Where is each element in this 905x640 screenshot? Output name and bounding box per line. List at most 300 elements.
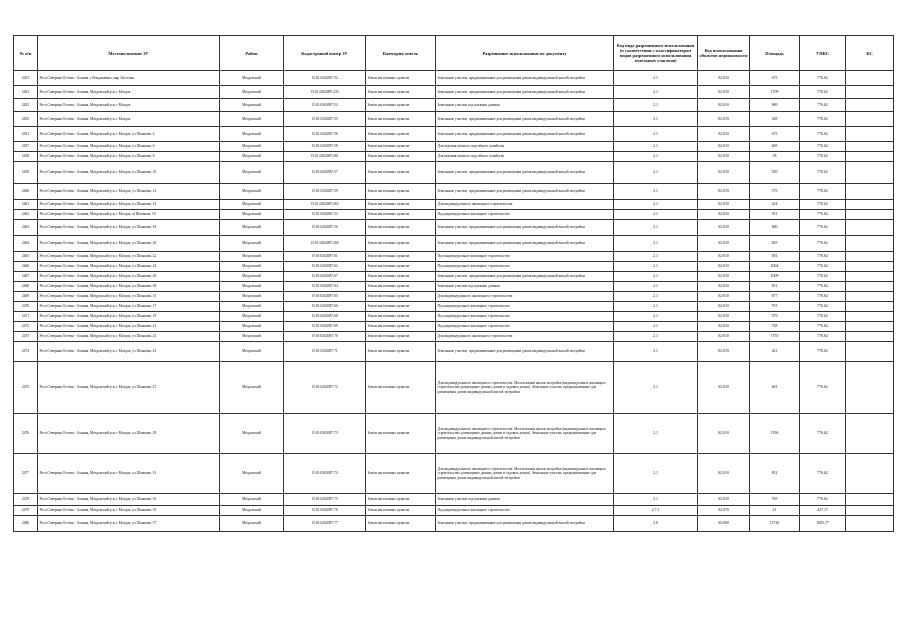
table-row	[14, 152, 894, 162]
cell-upks: 776.62	[800, 210, 846, 220]
cell-location: Респ Северная Осетия - Алания, Моздокский р-н, г Моздок, ул Шлыкова, 10	[38, 162, 220, 184]
header-ks: КС	[846, 36, 894, 71]
cell-row-number: 2465	[14, 252, 38, 262]
cell-location: Респ Северная Осетия - Алания, Моздокский р-н, г Моздок, ul Шлыкова, 16	[38, 210, 220, 220]
header-location: Местоположение ЗУ	[38, 36, 220, 71]
cell-permitted-use: Под индивидуальное жилищное строительство	[436, 322, 614, 332]
cell-cadastral-number: 15:01:0202087:57	[284, 162, 366, 184]
cell-row-number: 2457	[14, 142, 38, 152]
cell-use-code: 2.1	[614, 210, 698, 220]
cell-location: Респ Северная Осетия - Алания, Моздокский р-н, г Моздок, ул Шлыкова, 26	[38, 272, 220, 282]
cell-ks	[846, 322, 894, 332]
cell-permitted-use: Земельные участки, предназначенные для размещения домов индивидуальной жилой застройки	[436, 342, 614, 362]
cell-ks	[846, 86, 894, 99]
cell-ks	[846, 494, 894, 506]
cell-cadastral-number: 15:01:0202087:56	[284, 220, 366, 236]
cell-land-category: Земли населенных пунктов	[366, 184, 436, 200]
cell-row-number: 2455	[14, 112, 38, 127]
cell-cadastral-number: 15:01:0202087:69	[284, 322, 366, 332]
cell-row-number: 2477	[14, 454, 38, 494]
cell-object-use-code: 02:010	[698, 71, 750, 86]
cell-upks: 776.62	[800, 236, 846, 252]
header-cadastral-number: Кадастровый номер ЗУ	[284, 36, 366, 71]
cell-row-number: 2461	[14, 200, 38, 210]
cell-row-number: 2462	[14, 210, 38, 220]
cell-cadastral-number: 15:01:0202087:75	[284, 494, 366, 506]
cell-object-use-code: 02:010	[698, 142, 750, 152]
cell-use-code: 2.1	[614, 99, 698, 112]
cell-upks: 776.62	[800, 322, 846, 332]
table-row	[14, 99, 894, 112]
cell-object-use-code: 02:010	[698, 162, 750, 184]
cell-district: Моздокский	[220, 292, 284, 302]
cell-land-category: Земли населенных пунктов	[366, 312, 436, 322]
cell-district: Моздокский	[220, 220, 284, 236]
cell-location: Респ Северная Осетия - Алания, Моздокский р-н, г Моздок, ул Шлыкова, 22	[38, 252, 220, 262]
header-upks: УПКС	[800, 36, 846, 71]
cell-area: 765	[750, 494, 800, 506]
cell-use-code: 2.1	[614, 302, 698, 312]
cell-ks	[846, 332, 894, 342]
cell-permitted-use: Земельные участки, предназначенные для размещения домов индивидуальной жилой застройки	[436, 516, 614, 532]
cell-ks	[846, 200, 894, 210]
cell-area: 812	[750, 282, 800, 292]
header-use-code: Код вида разрешенного использования (в соответствии с классификатором видов разрешенного использования земельных участков)	[614, 36, 698, 71]
cell-land-category: Земли населенных пунктов	[366, 414, 436, 454]
cell-object-use-code: 02:010	[698, 220, 750, 236]
table-row	[14, 200, 894, 210]
cell-upks: 776.62	[800, 152, 846, 162]
cell-location: Респ Северная Осетия - Алания, Моздокский р-н, г Моздок	[38, 112, 220, 127]
cell-upks: 776.62	[800, 142, 846, 152]
cell-district: Моздокский	[220, 302, 284, 312]
cell-district: Моздокский	[220, 506, 284, 516]
cell-district: Моздокский	[220, 71, 284, 86]
cell-land-category: Земли населенных пунктов	[366, 332, 436, 342]
cell-location: Респ Северная Осетия - Алания, Моздокский р-н, г Моздок, ул Шлыкова, 23	[38, 332, 220, 342]
cell-permitted-use: Земельные участки под жилыми домами	[436, 282, 614, 292]
cell-row-number: 2474	[14, 342, 38, 362]
cell-cadastral-number: 15:01:0202087:233	[284, 86, 366, 99]
cell-object-use-code: 02:010	[698, 292, 750, 302]
cell-upks: 776.62	[800, 71, 846, 86]
cell-area: 424	[750, 200, 800, 210]
cell-upks: 776.62	[800, 99, 846, 112]
cell-object-use-code: 02:010	[698, 184, 750, 200]
cell-row-number: 2453	[14, 71, 38, 86]
cell-area: 58	[750, 152, 800, 162]
cell-ks	[846, 302, 894, 312]
cell-upks: 776.62	[800, 342, 846, 362]
cell-area: 1594	[750, 414, 800, 454]
cell-upks: 776.62	[800, 184, 846, 200]
cell-permitted-use: Под индивидуальное жилищное строительство	[436, 312, 614, 322]
cell-location: Респ Северная Осетия - Алания, Моздокский р-н, г Моздок, ул Шлыкова, 27	[38, 362, 220, 414]
cell-permitted-use: Под индивидуальное жилищное строительство	[436, 252, 614, 262]
cell-land-category: Земли населенных пунктов	[366, 494, 436, 506]
cell-cadastral-number: 15:01:0202087:64	[284, 282, 366, 292]
cell-cadastral-number: 15:01:0202087:72	[284, 362, 366, 414]
cell-ks	[846, 454, 894, 494]
cell-area: 551	[750, 210, 800, 220]
cell-permitted-use: Земельные участки, предназначенные для размещения домов индивидуальной жилой застройки	[436, 71, 614, 86]
cell-district: Моздокский	[220, 454, 284, 494]
cell-permitted-use: Под индивидуальное жилищное строительство	[436, 302, 614, 312]
cell-object-use-code: 02:010	[698, 332, 750, 342]
cell-object-use-code: 02:070	[698, 506, 750, 516]
cell-area: 21	[750, 506, 800, 516]
cell-location: Респ Северная Осетия - Алания, Моздокский р-н, г Моздок, ул Шлыкова, 33	[38, 494, 220, 506]
header-permitted-use: Разрешенное использование по документу	[436, 36, 614, 71]
cell-area: 969	[750, 99, 800, 112]
cell-location: Респ Северная Осетия - Алания, Моздокский р-н, г Моздок, ул Шлыкова, 24	[38, 262, 220, 272]
cell-object-use-code: 02:010	[698, 342, 750, 362]
header-area: Площадь	[750, 36, 800, 71]
header-object-use-code: Код использования объектов недвижимости	[698, 36, 750, 71]
cell-area: 1004	[750, 262, 800, 272]
cell-row-number: 2476	[14, 414, 38, 454]
cell-row-number: 2475	[14, 362, 38, 414]
cell-location: Респ Северная Осетия - Алания, Моздокский р-н, г Моздок, ул Шлыкова, 15	[38, 292, 220, 302]
cell-object-use-code: 02:010	[698, 494, 750, 506]
cell-upks: 776.62	[800, 292, 846, 302]
cell-district: Моздокский	[220, 236, 284, 252]
header-number: № п/п	[14, 36, 38, 71]
cell-area: 1709	[750, 86, 800, 99]
cell-ks	[846, 292, 894, 302]
table-row	[14, 127, 894, 142]
cell-district: Моздокский	[220, 86, 284, 99]
cell-upks: 776.62	[800, 414, 846, 454]
cell-permitted-use: Для индивидуального жилищного строительства. Малоэтажная жилая застройка (индивидуальное жилищное строительство; размещение дачных домов и садовых домов). Земельные участки, предназначенные для размещения домов индивидуальной жилой застройки	[436, 454, 614, 494]
table-row	[14, 322, 894, 332]
cell-use-code: 2.1	[614, 162, 698, 184]
cell-district: Моздокский	[220, 252, 284, 262]
cell-upks: 776.62	[800, 220, 846, 236]
cell-ks	[846, 99, 894, 112]
cell-use-code: 2.1	[614, 342, 698, 362]
cell-land-category: Земли населенных пунктов	[366, 272, 436, 282]
cell-use-code: 2.1	[614, 152, 698, 162]
cell-cadastral-number: 15:01:0202087:62	[284, 262, 366, 272]
cell-ks	[846, 142, 894, 152]
header-land-category: Категория земель	[366, 36, 436, 71]
cell-ks	[846, 184, 894, 200]
cell-permitted-use: Для индивидуального жилищного строительства	[436, 332, 614, 342]
cell-use-code: 2.1	[614, 362, 698, 414]
cell-cadastral-number: 15:01:0202087:54	[284, 99, 366, 112]
table-header-row	[14, 36, 894, 71]
cell-cadastral-number: 15:01:0202087:66	[284, 302, 366, 312]
cell-location: Респ Северная Осетия - Алания, Моздокский р-н, г Моздок, ул Шлыкова, 35	[38, 506, 220, 516]
cell-land-category: Земли населенных пунктов	[366, 454, 436, 494]
cell-district: Моздокский	[220, 210, 284, 220]
cell-area: 812	[750, 454, 800, 494]
cell-row-number: 2468	[14, 282, 38, 292]
cell-land-category: Земли населенных пунктов	[366, 162, 436, 184]
cell-area: 1009	[750, 272, 800, 282]
cell-permitted-use: Под индивидуальное жилищное строительство	[436, 262, 614, 272]
cell-area: 575	[750, 184, 800, 200]
header-district: Район	[220, 36, 284, 71]
cell-row-number: 2453	[14, 99, 38, 112]
cell-use-code: 2.1	[614, 414, 698, 454]
cell-district: Моздокский	[220, 142, 284, 152]
cell-upks: 776.62	[800, 454, 846, 494]
cell-district: Моздокский	[220, 262, 284, 272]
cell-land-category: Земли населенных пунктов	[366, 71, 436, 86]
table-row	[14, 332, 894, 342]
cell-ks	[846, 312, 894, 322]
cell-use-code: 2.1	[614, 282, 698, 292]
table-row	[14, 184, 894, 200]
cell-cadastral-number: 15:01:0202087:53	[284, 210, 366, 220]
cell-location: Респ Северная Осетия - Алания, Моздокский р-н, г Моздок, ул Шлыкова, 17	[38, 302, 220, 312]
cell-object-use-code: 02:010	[698, 322, 750, 332]
cell-area: 605	[750, 142, 800, 152]
cell-row-number: 2471	[14, 312, 38, 322]
cell-cadastral-number: 15:01:0202087:73	[284, 414, 366, 454]
cell-upks: 427.17	[800, 506, 846, 516]
cell-land-category: Земли населенных пунктов	[366, 252, 436, 262]
land-plots-table	[13, 35, 894, 532]
cell-object-use-code: 02:010	[698, 414, 750, 454]
cell-land-category: Земли населенных пунктов	[366, 86, 436, 99]
cell-permitted-use: Под индивидуальное жилищное строительство	[436, 506, 614, 516]
cell-cadastral-number: 15:01:0202087:70	[284, 332, 366, 342]
cell-location: Респ Северная Осетия - Алания, Моздокский р-н, г Моздок	[38, 99, 220, 112]
table-row	[14, 454, 894, 494]
cell-district: Моздокский	[220, 332, 284, 342]
cell-location: Респ Северная Осетия - Алания, Моздокский р-н, г Моздок, ул Шлыкова, 20	[38, 236, 220, 252]
cell-area: 675	[750, 127, 800, 142]
cell-ks	[846, 112, 894, 127]
cell-use-code: 2.1	[614, 127, 698, 142]
cell-permitted-use: Земельные участки, предназначенные для размещения домов индивидуальной жилой застройки	[436, 127, 614, 142]
table-row	[14, 302, 894, 312]
cell-object-use-code: 02:010	[698, 99, 750, 112]
cell-land-category: Земли населенных пунктов	[366, 236, 436, 252]
cell-cadastral-number: 15:01:0202087:76	[284, 506, 366, 516]
cell-object-use-code: 02:010	[698, 262, 750, 272]
table-row	[14, 220, 894, 236]
cell-row-number: 2478	[14, 494, 38, 506]
cell-location: Респ Северная Осетия - Алания, г Владикавказ, мкр Ласточка	[38, 71, 220, 86]
table-row	[14, 162, 894, 184]
cell-row-number: 2464	[14, 236, 38, 252]
cell-row-number: 2470	[14, 302, 38, 312]
cell-object-use-code: 02:010	[698, 252, 750, 262]
cell-permitted-use: Земельные участки, предназначенные для размещения домов индивидуальной жилой застройки	[436, 220, 614, 236]
table-row	[14, 236, 894, 252]
table-row	[14, 262, 894, 272]
cell-ks	[846, 506, 894, 516]
cell-ks	[846, 162, 894, 184]
cell-district: Моздокский	[220, 312, 284, 322]
cell-district: Моздокский	[220, 127, 284, 142]
cell-use-code: 2.1	[614, 272, 698, 282]
cell-land-category: Земли населенных пунктов	[366, 112, 436, 127]
cell-use-code: 2.1	[614, 262, 698, 272]
cell-row-number: 2469	[14, 292, 38, 302]
cell-upks: 776.62	[800, 494, 846, 506]
cell-upks: 776.62	[800, 200, 846, 210]
cell-permitted-use: Для ведения личного подсобного хозяйства	[436, 152, 614, 162]
cell-location: Респ Северная Осетия - Алания, Моздокский р-н, г Моздок, ул Шлыкова, 37	[38, 516, 220, 532]
cell-land-category: Земли населенных пунктов	[366, 152, 436, 162]
cell-area: 579	[750, 312, 800, 322]
cell-row-number: 2463	[14, 220, 38, 236]
cell-object-use-code: 02:010	[698, 127, 750, 142]
cell-land-category: Земли населенных пунктов	[366, 342, 436, 362]
cell-district: Моздокский	[220, 152, 284, 162]
cell-cadastral-number: 15:01:0202087:263	[284, 200, 366, 210]
cell-row-number: 2480	[14, 516, 38, 532]
cell-permitted-use: Земельные участки, предназначенные для размещения домов индивидуальной жилой застройки	[436, 236, 614, 252]
cell-ks	[846, 342, 894, 362]
cell-object-use-code: 02:010	[698, 272, 750, 282]
cell-row-number: 2466	[14, 262, 38, 272]
cell-upks: 776.62	[800, 272, 846, 282]
cell-area: 15720	[750, 516, 800, 532]
cell-use-code: 2.1	[614, 71, 698, 86]
cell-land-category: Земли населенных пунктов	[366, 127, 436, 142]
cell-area: 825	[750, 236, 800, 252]
cell-use-code: 2.1	[614, 252, 698, 262]
table-row	[14, 252, 894, 262]
cell-area: 677	[750, 292, 800, 302]
cell-use-code: 2.1	[614, 454, 698, 494]
cell-object-use-code: 02:010	[698, 152, 750, 162]
cell-upks: 776.62	[800, 282, 846, 292]
cell-cadastral-number: 15:01:0202087:56	[284, 127, 366, 142]
cell-location: Респ Северная Осетия - Алания, Моздокский р-н, г Моздок, ул Шлыкова, 29	[38, 414, 220, 454]
cell-land-category: Земли населенных пунктов	[366, 322, 436, 332]
cell-location: Респ Северная Осетия - Алания, Моздокский р-н, г Моздок, ул Шлыкова, 2	[38, 127, 220, 142]
cell-area: 461	[750, 362, 800, 414]
cell-permitted-use: Земельные участки, предназначенные для размещения домов индивидуальной жилой застройки	[436, 112, 614, 127]
cell-area: 421	[750, 342, 800, 362]
cell-use-code: 2.1	[614, 86, 698, 99]
cell-row-number: 2467	[14, 272, 38, 282]
table-row	[14, 142, 894, 152]
cell-area: 581	[750, 252, 800, 262]
cell-object-use-code: 02:010	[698, 236, 750, 252]
cell-use-code: 2.1	[614, 322, 698, 332]
cell-ks	[846, 210, 894, 220]
cell-ks	[846, 252, 894, 262]
cell-land-category: Земли населенных пунктов	[366, 302, 436, 312]
cell-district: Моздокский	[220, 282, 284, 292]
cell-cadastral-number: 15:01:0202087:71	[284, 342, 366, 362]
cell-district: Моздокский	[220, 272, 284, 282]
cell-ks	[846, 516, 894, 532]
cell-land-category: Земли населенных пунктов	[366, 220, 436, 236]
cell-use-code: 2.1	[614, 494, 698, 506]
cell-upks: 1005.77	[800, 516, 846, 532]
cell-ks	[846, 362, 894, 414]
cell-row-number: 2473	[14, 332, 38, 342]
cell-use-code: 2.7.1	[614, 506, 698, 516]
cell-cadastral-number: 15:01:0202087:74	[284, 454, 366, 494]
cell-area: 675	[750, 71, 800, 86]
cell-location: Респ Северная Осетия - Алания, Моздокский р-н, г Моздок	[38, 86, 220, 99]
cell-location: Респ Северная Осетия - Алания, Моздокский р-н, г Моздок, ул Шлыкова, 19	[38, 312, 220, 322]
cell-cadastral-number: 15:01:0202087:77	[284, 516, 366, 532]
cell-cadastral-number: 15:01:0202087:58	[284, 142, 366, 152]
cell-permitted-use: Земельные участки под жилыми домами	[436, 494, 614, 506]
cell-land-category: Земли населенных пунктов	[366, 262, 436, 272]
cell-district: Моздокский	[220, 494, 284, 506]
cell-row-number: 2472	[14, 322, 38, 332]
document-sheet	[13, 35, 893, 532]
table-row	[14, 292, 894, 302]
cell-ks	[846, 414, 894, 454]
cell-ks	[846, 282, 894, 292]
cell-use-code: 2.1	[614, 142, 698, 152]
cell-cadastral-number: 15:01:0202087:261	[284, 152, 366, 162]
table-row	[14, 86, 894, 99]
cell-cadastral-number: 15:01:0202087:61	[284, 252, 366, 262]
cell-upks: 776.62	[800, 332, 846, 342]
cell-cadastral-number: 15:01:0202087:68	[284, 312, 366, 322]
cell-object-use-code: 02:010	[698, 200, 750, 210]
cell-upks: 776.62	[800, 252, 846, 262]
cell-row-number: 2458	[14, 152, 38, 162]
cell-location: Респ Северная Осетия - Алания, Моздокский р-н, г Моздок, ул Шлыкова, 12	[38, 184, 220, 200]
cell-ks	[846, 236, 894, 252]
cell-permitted-use: Под индивидуальное жилищное строительство	[436, 210, 614, 220]
cell-land-category: Земли населенных пунктов	[366, 99, 436, 112]
cell-district: Моздокский	[220, 516, 284, 532]
cell-row-number: 2451	[14, 127, 38, 142]
table-row	[14, 312, 894, 322]
cell-cadastral-number: 15:01:0202087:59	[284, 184, 366, 200]
cell-row-number: 2459	[14, 162, 38, 184]
cell-location: Респ Северная Осетия - Алания, Моздокский р-н, г Моздок, ул Шлыкова, 6	[38, 142, 220, 152]
cell-permitted-use: Для индивидуального жилищного строительства. Малоэтажная жилая застройка (индивидуальное жилищное строительство; размещение дачных домов и садовых домов). Земельные участки, предназначенные для размещения домов индивидуальной жилой застройки	[436, 362, 614, 414]
cell-use-code: 2.0	[614, 516, 698, 532]
cell-area: 600	[750, 220, 800, 236]
cell-upks: 776.62	[800, 86, 846, 99]
table-row	[14, 342, 894, 362]
cell-location: Респ Северная Осетия - Алания, Моздокский р-н, г Моздок, ул Шлыкова, 25	[38, 342, 220, 362]
table-row	[14, 112, 894, 127]
cell-permitted-use: Земельные участки, предназначенные для размещения домов индивидуальной жилой застройки	[436, 162, 614, 184]
cell-upks: 776.62	[800, 127, 846, 142]
cell-permitted-use: Земельные участки, предназначенные для размещения домов индивидуальной жилой застройки	[436, 272, 614, 282]
cell-district: Моздокский	[220, 184, 284, 200]
cell-area: 548	[750, 112, 800, 127]
cell-land-category: Земли населенных пунктов	[366, 142, 436, 152]
cell-land-category: Земли населенных пунктов	[366, 292, 436, 302]
cell-area: 701	[750, 302, 800, 312]
table-row	[14, 272, 894, 282]
cell-permitted-use: Для индивидуального жилищного строительства	[436, 200, 614, 210]
cell-permitted-use: Земельные участки, предназначенные для размещения домов индивидуальной жилой застройки	[436, 184, 614, 200]
cell-district: Моздокский	[220, 112, 284, 127]
cell-permitted-use: Земельные участки под жилыми домами	[436, 99, 614, 112]
cell-area: 1755	[750, 332, 800, 342]
cell-permitted-use: Земельные участки, предназначенные для размещения домов индивидуальной жилой застройки	[436, 86, 614, 99]
table-row	[14, 494, 894, 506]
cell-ks	[846, 262, 894, 272]
cell-permitted-use: Для индивидуального жилищного строительства. Малоэтажная жилая застройка (индивидуальное жилищное строительство; размещение дачных домов и садовых домов). Земельные участки, предназначенные для размещения домов индивидуальной жилой застройки	[436, 414, 614, 454]
cell-row-number: 2460	[14, 184, 38, 200]
table-body	[14, 71, 894, 532]
cell-permitted-use: Для ведения личного подсобного хозяйства	[436, 142, 614, 152]
table-row	[14, 414, 894, 454]
